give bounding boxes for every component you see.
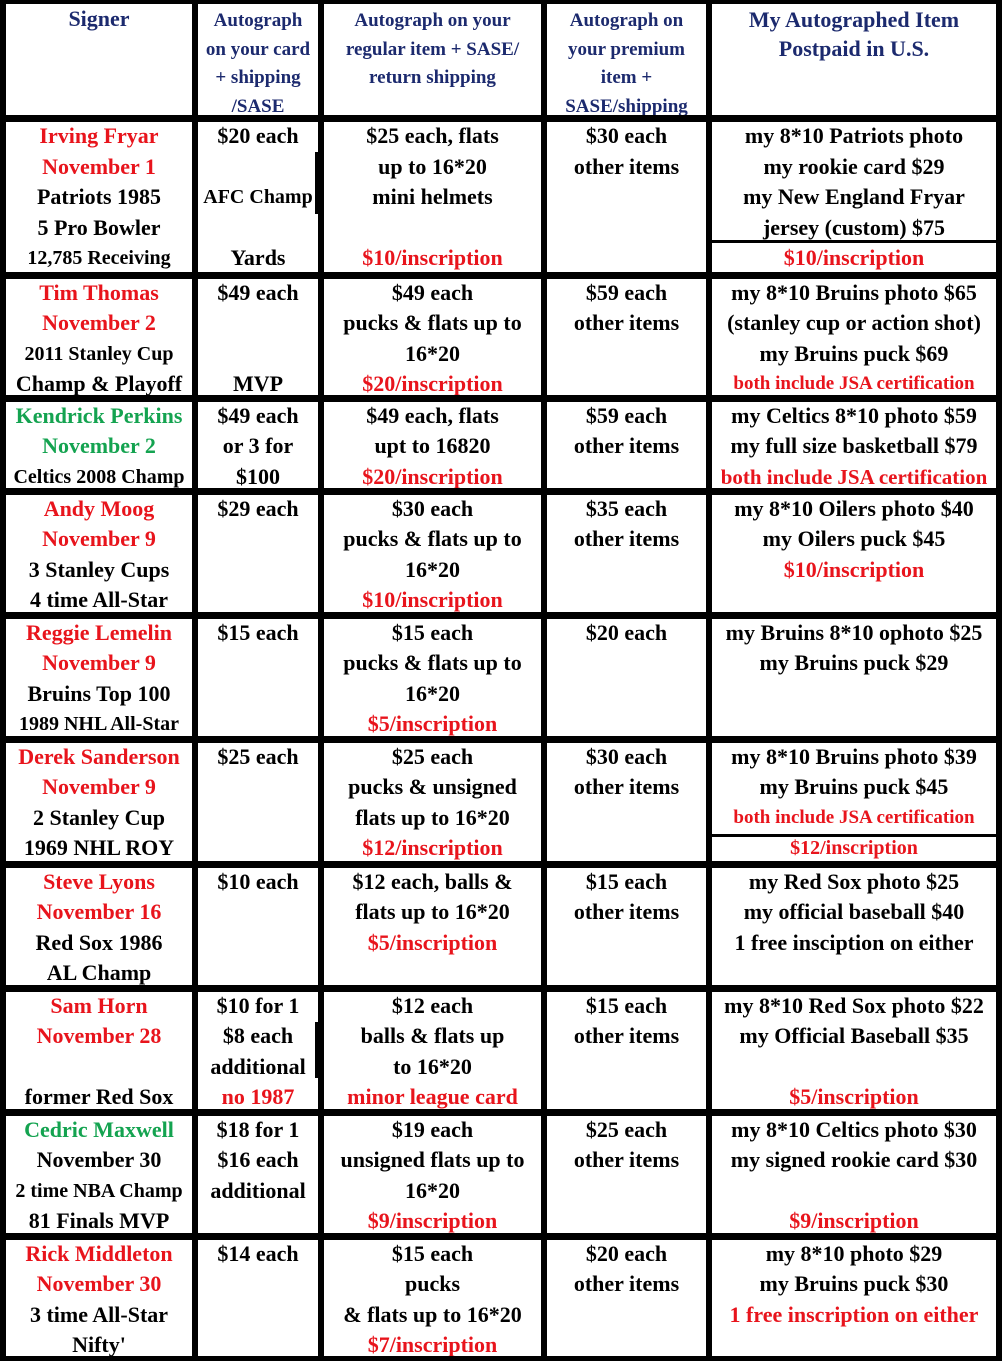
card-line: $10 for 1 <box>216 993 300 1018</box>
row-10-mine-cell <box>712 1240 996 1356</box>
regular-line: $12 each, balls & <box>352 869 513 894</box>
row-6-premium-cell <box>547 743 706 861</box>
mine-line: both include JSA certification <box>733 807 975 828</box>
rule-horn-card-edge <box>315 1022 318 1078</box>
row-1-mine-cell <box>712 122 996 272</box>
signer-line: November 16 <box>36 899 162 924</box>
mine-line: jersey (custom) $75 <box>762 215 946 240</box>
mine-line: my 8*10 Oilers photo $40 <box>734 496 974 521</box>
mine-line: (stanley cup or action shot) <box>727 310 981 335</box>
mine-line: 1 free insciption on either <box>734 930 974 955</box>
premium-line: other items <box>573 774 680 799</box>
header-line: Autograph on <box>569 10 684 31</box>
mine-line: my official baseball $40 <box>743 899 965 924</box>
row-7-mine-cell <box>712 868 996 985</box>
row-10-signer-cell <box>6 1240 192 1356</box>
card-line <box>198 152 318 182</box>
regular-line: pucks & flats up to <box>343 526 522 551</box>
premium-line: $30 each <box>585 123 668 148</box>
premium-line: other items <box>573 526 680 551</box>
mine-line: my rookie card $29 <box>763 154 945 179</box>
regular-line: $9/inscription <box>367 1208 498 1233</box>
regular-line: $25 each <box>391 744 474 769</box>
signer-line: Patriots 1985 <box>36 184 162 209</box>
signer-line: Red Sox 1986 <box>35 930 163 955</box>
regular-line: $7/inscription <box>367 1332 498 1356</box>
signer-line: 1969 NHL ROY <box>23 835 175 860</box>
row-7-card-cell <box>198 868 318 985</box>
card-line <box>198 213 318 243</box>
card-line: $29 each <box>217 496 299 521</box>
premium-line: other items <box>573 899 680 924</box>
premium-line: $20 each <box>585 1241 668 1266</box>
row-5-premium-cell <box>547 619 706 736</box>
header-line: your premium <box>568 38 685 60</box>
mine-line: my Red Sox photo $25 <box>748 869 960 894</box>
signer-line: Bruins Top 100 <box>27 681 171 706</box>
regular-line: minor league card <box>347 1084 518 1109</box>
rule-fryar-card-edge <box>315 152 318 214</box>
signer-line: 2011 Stanley Cup <box>24 343 174 365</box>
mine-line: my Oilers puck $45 <box>762 526 946 551</box>
regular-line: 16*20 <box>405 1178 460 1203</box>
card-line: $15 each <box>217 620 299 645</box>
header-line: + shipping <box>215 67 301 88</box>
header-line: Signer <box>68 6 130 31</box>
signer-line: 4 time All-Star <box>29 587 169 612</box>
header-line: My Autographed Item <box>748 7 960 32</box>
regular-line: unsigned flats up to <box>340 1147 525 1172</box>
mine-line: my 8*10 Patriots photo <box>744 123 964 148</box>
signer-line: November 1 <box>42 154 156 179</box>
regular-line: & flats up to 16*20 <box>343 1302 522 1327</box>
signer-line: AL Champ <box>46 960 152 985</box>
card-line: $100 <box>236 464 280 488</box>
regular-line: pucks & unsigned <box>348 774 517 799</box>
row-1-premium-cell <box>547 122 706 272</box>
row-4-mine-cell <box>712 495 996 612</box>
mine-line: my 8*10 Bruins photo $39 <box>731 744 977 769</box>
signer-line: 81 Finals MVP <box>28 1208 170 1233</box>
row-2-signer-cell <box>6 279 192 395</box>
header-autograph-regular-item <box>324 4 541 115</box>
regular-line: $15 each <box>391 620 474 645</box>
premium-line: $30 each <box>585 744 668 769</box>
signer-line: November 9 <box>42 526 156 551</box>
row-4-premium-cell <box>547 495 706 612</box>
signer-line: former Red Sox <box>24 1084 174 1109</box>
row-8-mine-cell <box>712 992 996 1109</box>
regular-line: $5/inscription <box>367 930 498 955</box>
row-2-regular-cell <box>324 279 541 395</box>
regular-line: $12/inscription <box>362 835 503 860</box>
row-3-premium-cell <box>547 402 706 488</box>
mine-line: my Bruins puck $29 <box>759 650 949 675</box>
mine-line: $5/inscription <box>789 1084 919 1109</box>
premium-line: other items <box>573 1147 680 1172</box>
row-10-card-cell <box>198 1240 318 1356</box>
header-line: on your card <box>205 38 311 60</box>
signer-name: Irving Fryar <box>39 123 159 148</box>
signer-line <box>6 1052 192 1082</box>
regular-line: $10/inscription <box>362 245 503 270</box>
premium-line: $59 each <box>585 280 668 305</box>
card-line: $14 each <box>217 1241 299 1266</box>
row-3-signer-cell <box>6 402 192 488</box>
row-6-signer-cell <box>6 743 192 861</box>
card-line: $10 each <box>217 869 299 894</box>
regular-line: 16*20 <box>405 557 460 582</box>
row-6-card-cell <box>198 743 318 861</box>
regular-line: $30 each <box>391 496 474 521</box>
signer-line: 3 Stanley Cups <box>28 557 170 582</box>
mine-line: my 8*10 Red Sox photo $22 <box>724 993 984 1018</box>
premium-line: $20 each <box>585 620 668 645</box>
premium-line: $59 each <box>585 403 668 428</box>
regular-line: 16*20 <box>405 681 460 706</box>
row-10-regular-cell <box>324 1240 541 1356</box>
mine-line <box>712 1176 996 1206</box>
regular-line: pucks <box>404 1271 461 1296</box>
signer-line: 2 Stanley Cup <box>32 805 166 830</box>
row-5-card-cell <box>198 619 318 736</box>
signer-line: 3 time All-Star <box>29 1302 169 1327</box>
mine-line: both include JSA certification <box>720 465 988 488</box>
mine-line: my Bruins puck $69 <box>759 341 949 366</box>
mine-line: my 8*10 photo $29 <box>765 1241 943 1266</box>
signer-line: November 9 <box>42 774 156 799</box>
row-6-mine-cell <box>712 743 996 861</box>
header-line: return shipping <box>369 67 496 88</box>
mine-line: my Bruins 8*10 ophoto $25 <box>725 620 983 645</box>
row-7-regular-cell <box>324 868 541 985</box>
row-5-mine-cell <box>712 619 996 736</box>
header-line: Autograph on your <box>354 10 511 31</box>
row-8-regular-cell <box>324 992 541 1109</box>
row-8-premium-cell <box>547 992 706 1109</box>
regular-line: $19 each <box>391 1117 474 1142</box>
mine-line: $9/inscription <box>789 1208 919 1233</box>
mine-line: my Bruins puck $45 <box>759 774 949 799</box>
mine-line: my 8*10 Celtics photo $30 <box>731 1117 977 1142</box>
header-line: /SASE <box>231 95 285 115</box>
row-2-mine-cell <box>712 279 996 395</box>
mine-line: both include JSA certification <box>733 373 975 394</box>
signer-name: Reggie Lemelin <box>25 620 173 645</box>
signer-name: Derek Sanderson <box>18 744 180 769</box>
card-line: or 3 for <box>222 433 294 458</box>
card-line <box>198 308 318 338</box>
regular-line: balls & flats up <box>360 1023 505 1048</box>
card-line: Yards <box>230 245 286 270</box>
card-line: $18 for 1 <box>216 1117 300 1142</box>
premium-line: $15 each <box>585 993 668 1018</box>
row-7-premium-cell <box>547 868 706 985</box>
row-3-regular-cell <box>324 402 541 488</box>
regular-line: $49 each, flats <box>366 403 499 428</box>
premium-line: other items <box>573 1271 680 1296</box>
header-autograph-premium-item <box>547 4 706 115</box>
row-2-premium-cell <box>547 279 706 395</box>
regular-line: $10/inscription <box>362 587 503 612</box>
regular-line: flats up to 16*20 <box>355 805 510 830</box>
card-line: $20 each <box>217 123 299 148</box>
mine-line: my signed rookie card $30 <box>730 1147 978 1172</box>
regular-line <box>324 213 541 243</box>
row-5-signer-cell <box>6 619 192 736</box>
mine-line <box>712 1052 996 1082</box>
row-1-signer-cell <box>6 122 192 272</box>
card-line: $16 each <box>217 1147 299 1172</box>
regular-line: 16*20 <box>405 341 460 366</box>
mine-line: my 8*10 Bruins photo $65 <box>731 280 977 305</box>
premium-line: other items <box>573 1023 680 1048</box>
card-line: $49 each <box>217 403 299 428</box>
signer-line: November 2 <box>42 310 156 335</box>
signer-line: 5 Pro Bowler <box>37 215 161 240</box>
regular-line: flats up to 16*20 <box>355 899 510 924</box>
premium-line: other items <box>573 310 680 335</box>
regular-line: pucks & flats up to <box>343 650 522 675</box>
regular-line: $5/inscription <box>367 711 498 736</box>
signer-name: Cedric Maxwell <box>24 1117 174 1142</box>
card-line: $25 each <box>217 744 299 769</box>
signer-name: Steve Lyons <box>43 869 155 894</box>
header-line: regular item + SASE/ <box>345 38 520 60</box>
regular-line: $20/inscription <box>362 464 503 488</box>
row-2-card-cell <box>198 279 318 395</box>
card-line: MVP <box>232 371 284 395</box>
regular-line: upt to 16820 <box>374 433 491 458</box>
rule-thomas-edge <box>192 337 195 367</box>
row-1-regular-cell <box>324 122 541 272</box>
regular-line: $15 each <box>391 1241 474 1266</box>
row-9-regular-cell <box>324 1116 541 1233</box>
card-line: AFC Champ <box>203 186 313 208</box>
signer-line: 2 time NBA Champ <box>15 1180 183 1202</box>
signer-name: Sam Horn <box>50 993 148 1018</box>
premium-line: other items <box>573 154 680 179</box>
header-line: item + <box>600 67 653 88</box>
regular-line: $49 each <box>391 280 474 305</box>
signer-line: 12,785 Receiving <box>27 247 171 269</box>
premium-line: $35 each <box>585 496 668 521</box>
mine-line: my Celtics 8*10 photo $59 <box>731 403 977 428</box>
row-5-regular-cell <box>324 619 541 736</box>
mine-line: my Bruins puck $30 <box>759 1271 949 1296</box>
row-1-card-cell <box>198 122 318 272</box>
row-4-signer-cell <box>6 495 192 612</box>
row-8-card-cell <box>198 992 318 1109</box>
mine-line: my full size basketball $79 <box>730 433 978 458</box>
signer-name: Rick Middleton <box>25 1241 173 1266</box>
signer-name: Tim Thomas <box>39 280 159 305</box>
mine-line: $12/inscription <box>790 837 918 859</box>
signer-line: November 2 <box>42 433 156 458</box>
row-3-mine-cell <box>712 402 996 488</box>
header-my-autographed-item <box>712 4 996 115</box>
signer-name: Kendrick Perkins <box>15 403 183 428</box>
regular-line: to 16*20 <box>393 1054 472 1079</box>
regular-line: $20/inscription <box>362 371 503 395</box>
mine-line: my New England Fryar <box>743 184 965 209</box>
signer-line: November 30 <box>36 1271 162 1296</box>
row-9-premium-cell <box>547 1116 706 1233</box>
signer-line: Celtics 2008 Champ <box>13 466 185 488</box>
regular-line: up to 16*20 <box>378 154 487 179</box>
header-autograph-on-card <box>198 4 318 115</box>
premium-line: other items <box>573 433 680 458</box>
row-10-premium-cell <box>547 1240 706 1356</box>
signer-name: Andy Moog <box>43 496 155 521</box>
card-line <box>198 339 318 369</box>
row-4-card-cell <box>198 495 318 612</box>
row-9-card-cell <box>198 1116 318 1233</box>
card-line: $49 each <box>217 280 299 305</box>
row-4-regular-cell <box>324 495 541 612</box>
rule-sanderson-mine <box>712 834 996 837</box>
row-7-signer-cell <box>6 868 192 985</box>
signer-line: 1989 NHL All-Star <box>18 713 179 735</box>
signer-line: Nifty' <box>72 1332 126 1356</box>
regular-line: pucks & flats up to <box>343 310 522 335</box>
mine-line: 1 free inscription on either <box>729 1302 979 1327</box>
card-line: no 1987 <box>221 1084 295 1109</box>
rule-fryar-mine <box>712 240 996 243</box>
card-line: additional <box>210 1178 306 1203</box>
row-9-signer-cell <box>6 1116 192 1233</box>
card-line: additional <box>210 1054 306 1079</box>
signer-line: November 30 <box>36 1147 162 1172</box>
header-signer <box>6 4 192 115</box>
card-line: $8 each <box>222 1023 294 1048</box>
row-8-signer-cell <box>6 992 192 1109</box>
regular-line: $12 each <box>391 993 474 1018</box>
header-line: SASE/shipping <box>565 95 688 115</box>
row-9-mine-cell <box>712 1116 996 1233</box>
row-3-card-cell <box>198 402 318 488</box>
header-line: Autograph <box>213 10 303 31</box>
premium-line: $25 each <box>585 1117 668 1142</box>
mine-line: $10/inscription <box>783 557 925 582</box>
signer-line: Champ & Playoff <box>15 371 183 395</box>
regular-line: mini helmets <box>372 184 493 209</box>
signer-line: November 9 <box>42 650 156 675</box>
premium-line: $15 each <box>585 869 668 894</box>
mine-line: my Official Baseball $35 <box>739 1023 969 1048</box>
signer-line: November 28 <box>36 1023 162 1048</box>
row-6-regular-cell <box>324 743 541 861</box>
regular-line: $25 each, flats <box>366 123 499 148</box>
header-line: Postpaid in U.S. <box>778 36 930 61</box>
mine-line: $10/inscription <box>783 245 925 270</box>
